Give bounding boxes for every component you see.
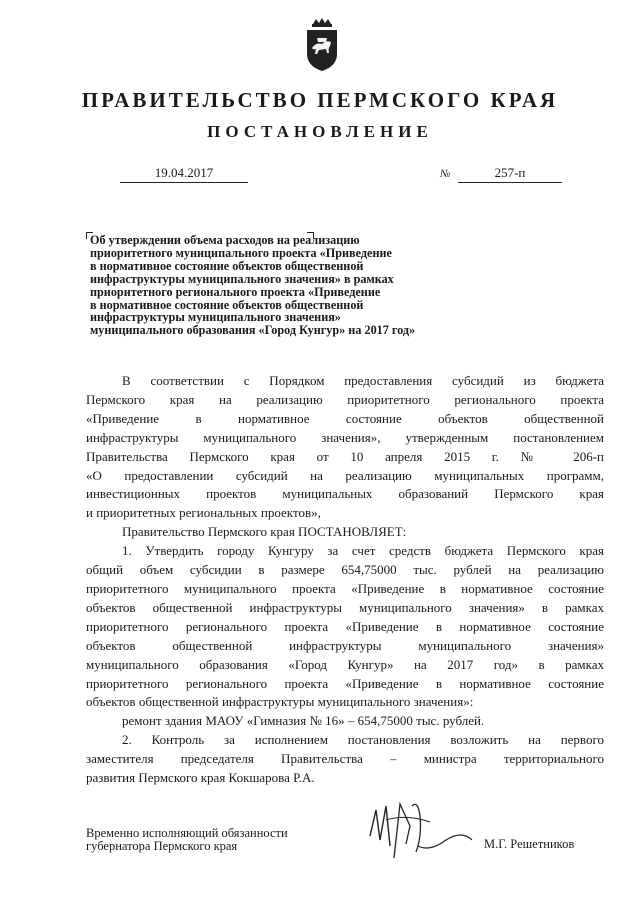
document-date: 19.04.2017 bbox=[120, 165, 248, 183]
document-body bbox=[86, 372, 604, 788]
body-line: инфраструктуры муниципального значения», утвержденным постановлением bbox=[86, 429, 604, 445]
subject-line: муниципального образования «Город Кунгур» на 2017 год» bbox=[90, 323, 416, 338]
document-number: 257-п bbox=[458, 165, 562, 183]
document-subject bbox=[90, 234, 530, 337]
subject-line: Об утверждении объема расходов на реализацию bbox=[90, 233, 360, 247]
body-line: приоритетного регионального проекта «Приведение в нормативное состояние bbox=[86, 675, 604, 691]
body-line: «Приведение в нормативное состояние объектов общественной bbox=[86, 410, 604, 426]
number-sign: № bbox=[440, 168, 451, 180]
body-line: муниципального образования «Город Кунгур» на 2017 год» в рамках bbox=[86, 656, 604, 672]
subject-line: в нормативное состояние объектов общественной bbox=[90, 258, 364, 273]
body-line: приоритетного муниципального проекта «Приведение в нормативное состояние bbox=[86, 580, 604, 596]
subject-line: инфраструктуры муниципального значения» bbox=[90, 310, 341, 325]
body-line: общий объем субсидии в размере 654,75000 тыс. рублей на реализацию bbox=[86, 562, 604, 578]
subject-line: в нормативное состояние объектов общественной bbox=[90, 297, 364, 312]
list-item: ремонт здания МАОУ «Гимназия № 16» – 654,75000 тыс. рублей. bbox=[122, 713, 485, 729]
body-line: и приоритетных региональных проектов», bbox=[86, 505, 321, 521]
body-line: объектов общественной инфраструктуры муниципального значения»: bbox=[86, 694, 474, 710]
body-line: объектов общественной инфраструктуры муниципального значения» bbox=[86, 637, 604, 653]
government-title: ПРАВИТЕЛЬСТВО ПЕРМСКОГО КРАЯ bbox=[81, 88, 559, 112]
body-line: объектов общественной инфраструктуры муниципального значения» в рамках bbox=[86, 599, 604, 615]
body-line: В соответствии с Порядком предоставления субсидий из бюджета bbox=[122, 373, 604, 388]
body-line: заместителя председателя Правительства – министра территориального bbox=[86, 751, 604, 767]
document-type: ПОСТАНОВЛЕНИЕ bbox=[207, 122, 433, 141]
body-line: «О предоставлении субсидий на реализацию муниципальных программ, bbox=[86, 467, 604, 483]
subject-line: приоритетного муниципального проекта «Приведение bbox=[90, 245, 392, 260]
body-line: 1. Утвердить городу Кунгуру за счет средств бюджета Пермского края bbox=[122, 543, 604, 559]
body-line: 2. Контроль за исполнением постановления возложить на первого bbox=[122, 732, 604, 748]
body-line: Пермского края на реализацию приоритетного регионального проекта bbox=[86, 391, 604, 407]
signatory-title bbox=[86, 827, 288, 853]
signatory-title-line: губернатора Пермского края bbox=[86, 839, 238, 853]
signatory-title-line: Временно исполняющий обязанности bbox=[86, 826, 288, 840]
subject-line: приоритетного регионального проекта «Приведение bbox=[90, 284, 381, 299]
decree-line: Правительство Пермского края ПОСТАНОВЛЯЕТ: bbox=[122, 524, 407, 540]
body-line: инвестиционных проектов муниципальных образований Пермского края bbox=[86, 486, 604, 502]
body-line: развития Пермского края Кокшарова Р.А. bbox=[86, 770, 315, 786]
coat-of-arms-icon bbox=[304, 18, 340, 72]
body-line: Правительства Пермского края от 10 апреля 2015 г. № 206-п bbox=[86, 448, 604, 464]
handwritten-signature bbox=[366, 796, 476, 862]
signatory-name: М.Г. Решетников bbox=[484, 837, 575, 851]
subject-line: инфраструктуры муниципального значения» в рамках bbox=[90, 271, 394, 286]
body-line: приоритетного регионального проекта «Приведение в нормативное состояние bbox=[86, 618, 604, 634]
